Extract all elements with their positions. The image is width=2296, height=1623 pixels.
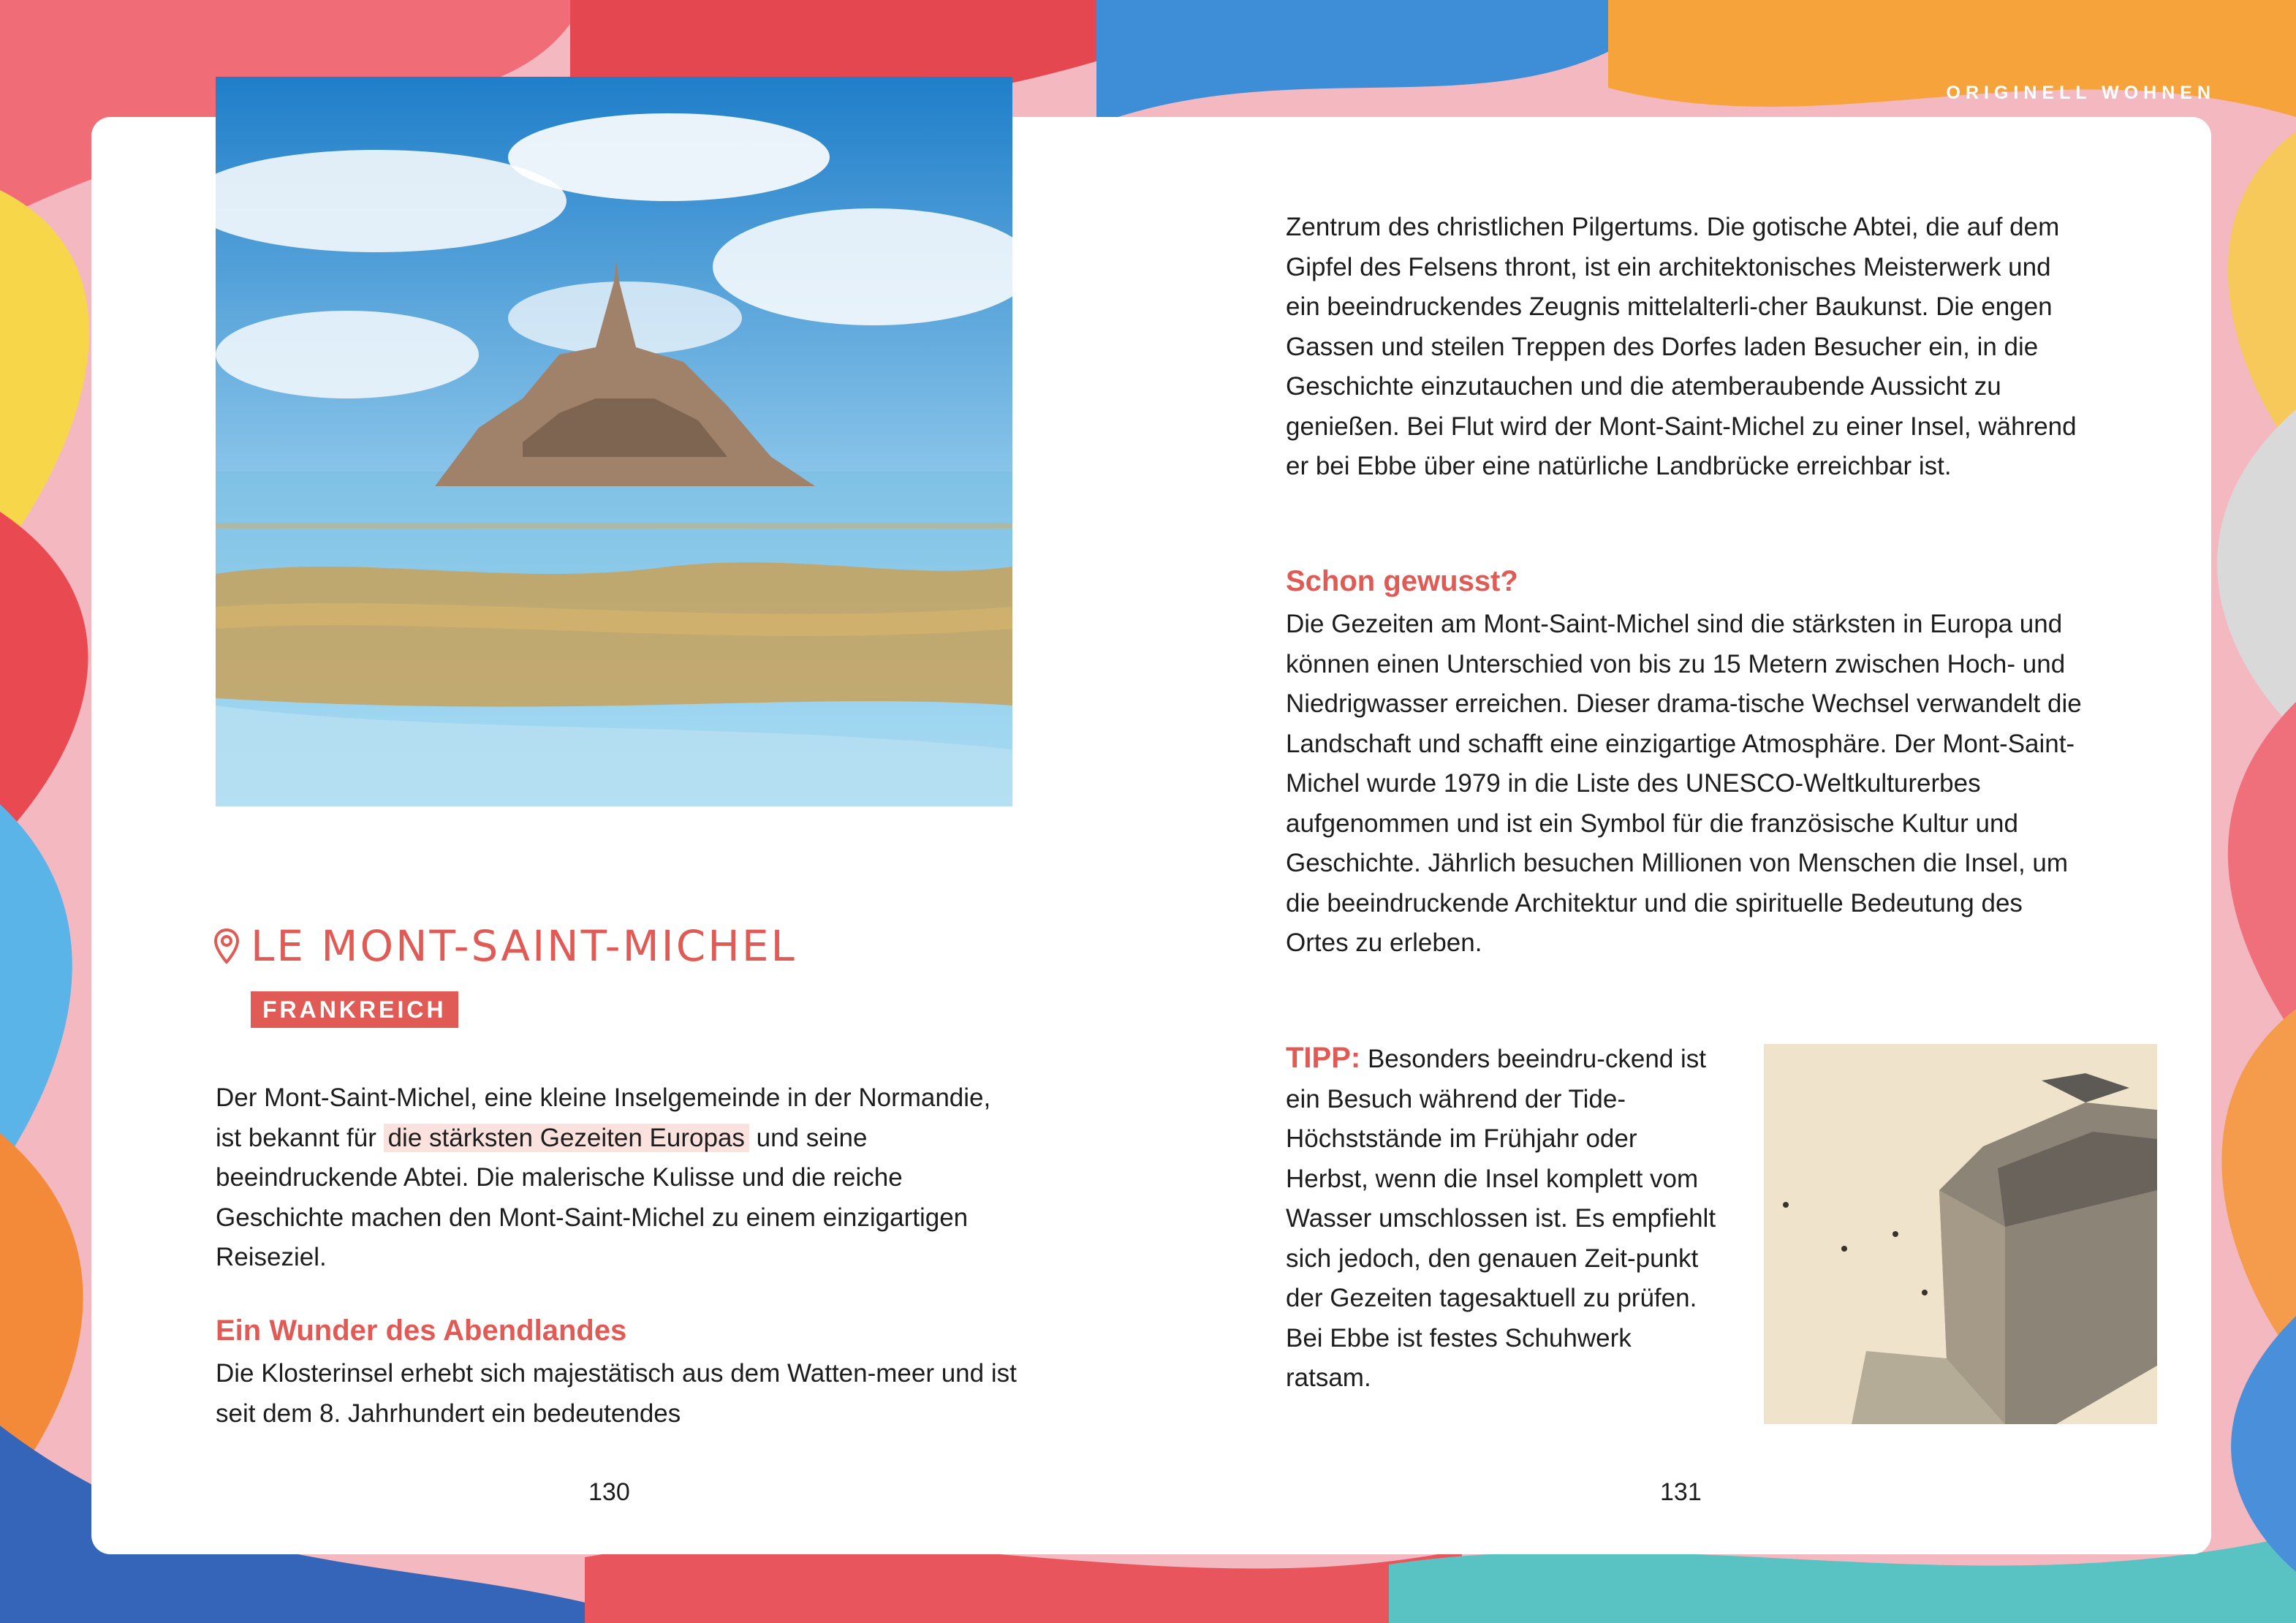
- section-header-label: ORIGINELL WOHNEN: [1946, 83, 2216, 103]
- page-title: LE MONT-SAINT-MICHEL: [251, 921, 797, 971]
- title-row: [214, 921, 797, 971]
- section-subheading-right: Schon gewusst?: [1286, 565, 1518, 597]
- tip-label: TIPP:: [1286, 1042, 1361, 1074]
- page-number-right: 131: [1660, 1478, 1702, 1506]
- intro-text-end: und seine beeindruckende Abtei. Die malerische Kulisse und die reiche Geschichte machen den Mont-Saint-Michel zu einem einzigartigen Reiseziel.: [216, 1123, 969, 1271]
- tip-box: [1286, 1038, 1717, 1399]
- continuation-paragraph: Zentrum des christlichen Pilgertums. Die gotische Abtei, die auf dem Gipfel des Felsens thront, ist ein architektonisches Meisterwerk und ein beeindruckendes Zeugnis mittelalterli-cher Baukunst. Die engen Gassen und steilen Treppen des Dorfes laden Besucher ein, in die Geschichte einzutauchen und die atemberaubende Aussicht zu genießen. Bei Flut wird der Mont-Saint-Michel zu einer Insel, während er bei Ebbe über eine natürliche Landbrücke erreichbar ist.: [1286, 213, 2077, 480]
- page-number-left: 130: [588, 1478, 630, 1506]
- book-spread: [91, 117, 2211, 1554]
- location-pin-icon: [214, 928, 239, 964]
- section-subheading-left: Ein Wunder des Abendlandes: [216, 1314, 627, 1347]
- tip-text: Besonders beeindru-ckend ist ein Besuch während der Tide-Höchststände im Frühjahr oder Herbst, wenn die Insel komplett vom Wasser umschlossen ist. Es empfiehlt sich jedoch, den genauen Zeit-punkt der Gezeiten tagesaktuell zu prüfen. Bei Ebbe ist festes Schuhwerk ratsam.: [1286, 1045, 1716, 1392]
- intro-text-start: Der Mont-Saint-Michel, eine kleine Inselgemeinde in der Normandie, ist bekannt für: [216, 1083, 991, 1152]
- abbey-tower-aerial-photo: [1764, 1044, 2157, 1424]
- section-paragraph-left: Die Klosterinsel erhebt sich majestätisch aus dem Watten-meer und ist seit dem 8. Jahrhundert ein bedeutendes: [216, 1359, 1017, 1428]
- section-paragraph-right: Die Gezeiten am Mont-Saint-Michel sind die stärksten in Europa und können einen Unterschied von bis zu 15 Metern zwischen Hoch- und Niedrigwasser erreichen. Dieser drama-tische Wechsel verwandelt die Landschaft und schafft eine einzigartige Atmosphäre. Der Mont-Saint-Michel wurde 1979 in die Liste des UNESCO-Weltkulturerbes aufgenommen und ist ein Symbol für die französische Kultur und Geschichte. Jährlich besuchen Millionen von Menschen die Insel, um die beeindruckende Architektur und die spirituelle Bedeutung des Ortes zu erleben.: [1286, 610, 2082, 957]
- highlighted-phrase: die stärksten Gezeiten Europas: [384, 1124, 749, 1152]
- country-badge: FRANKREICH: [251, 991, 458, 1028]
- intro-paragraph: [216, 1078, 1020, 1278]
- mont-saint-michel-photo: [216, 77, 1012, 806]
